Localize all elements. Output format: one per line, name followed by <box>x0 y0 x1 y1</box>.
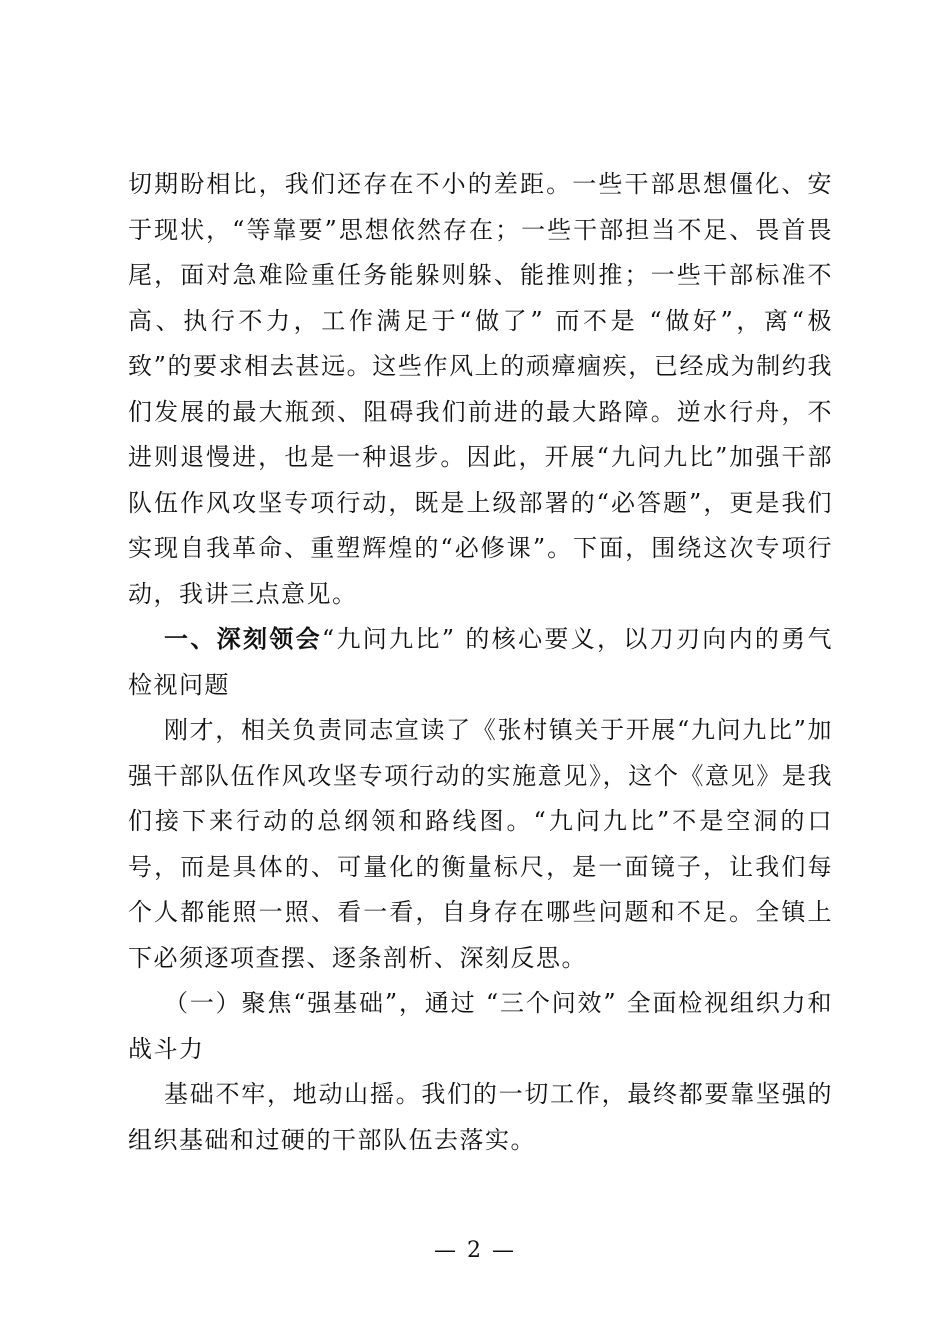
subheading-strengthen-foundation: （一）聚焦“强基础”，通过 “三个问效” 全面检视组织力和战斗力 <box>128 989 833 1063</box>
paragraph-continuation: 切期盼相比，我们还存在不小的差距。一些干部思想僵化、安于现状，“等靠要”思想依然存在；一些干部担当不足、畏首畏尾，面对急难险重任务能躲则躲、能推则推；一些干部标准不高、执行不力，工作满足于“做了” 而不是 “做好”，离“极致”的要求相去甚远。这些作风上的顽瘴痼疾，已经成为制约我们发展的最大瓶颈、阻碍我们前进的最大路障。逆水行舟，不进则退慢进，也是一种退步。因此，开展“九问九比”加强干部队伍作风攻坚专项行动，既是上级部署的“必答题”，更是我们实现自我革命、重塑辉煌的“必修课”。下面，围绕这次专项行动，我讲三点意见。 <box>128 170 833 608</box>
section-heading-1-rest: “九问九比” 的核心要义，以刀刃向内的勇气检视问题 <box>128 625 834 699</box>
paragraph-foundation: 基础不牢，地动山摇。我们的一切工作，最终都要靠坚强的组织基础和过硬的干部队伍去落实。 <box>128 1080 833 1154</box>
section-heading-1 <box>128 617 833 708</box>
document-body <box>128 162 833 1163</box>
page-number: — 2 — <box>434 1238 516 1263</box>
section-heading-1-lead: 一、深刻领会 <box>164 625 322 653</box>
paragraph-implementation-opinion: 刚才，相关负责同志宣读了《张村镇关于开展“九问九比”加强干部队伍作风攻坚专项行动的实施意见》，这个《意见》是我们接下来行动的总纲领和路线图。“九问九比”不是空洞的口号，而是具体的、可量化的衡量标尺，是一面镜子，让我们每个人都能照一照、看一看，自身存在哪些问题和不足。全镇上下必须逐项查摆、逐条剖析、深刻反思。 <box>128 716 833 972</box>
